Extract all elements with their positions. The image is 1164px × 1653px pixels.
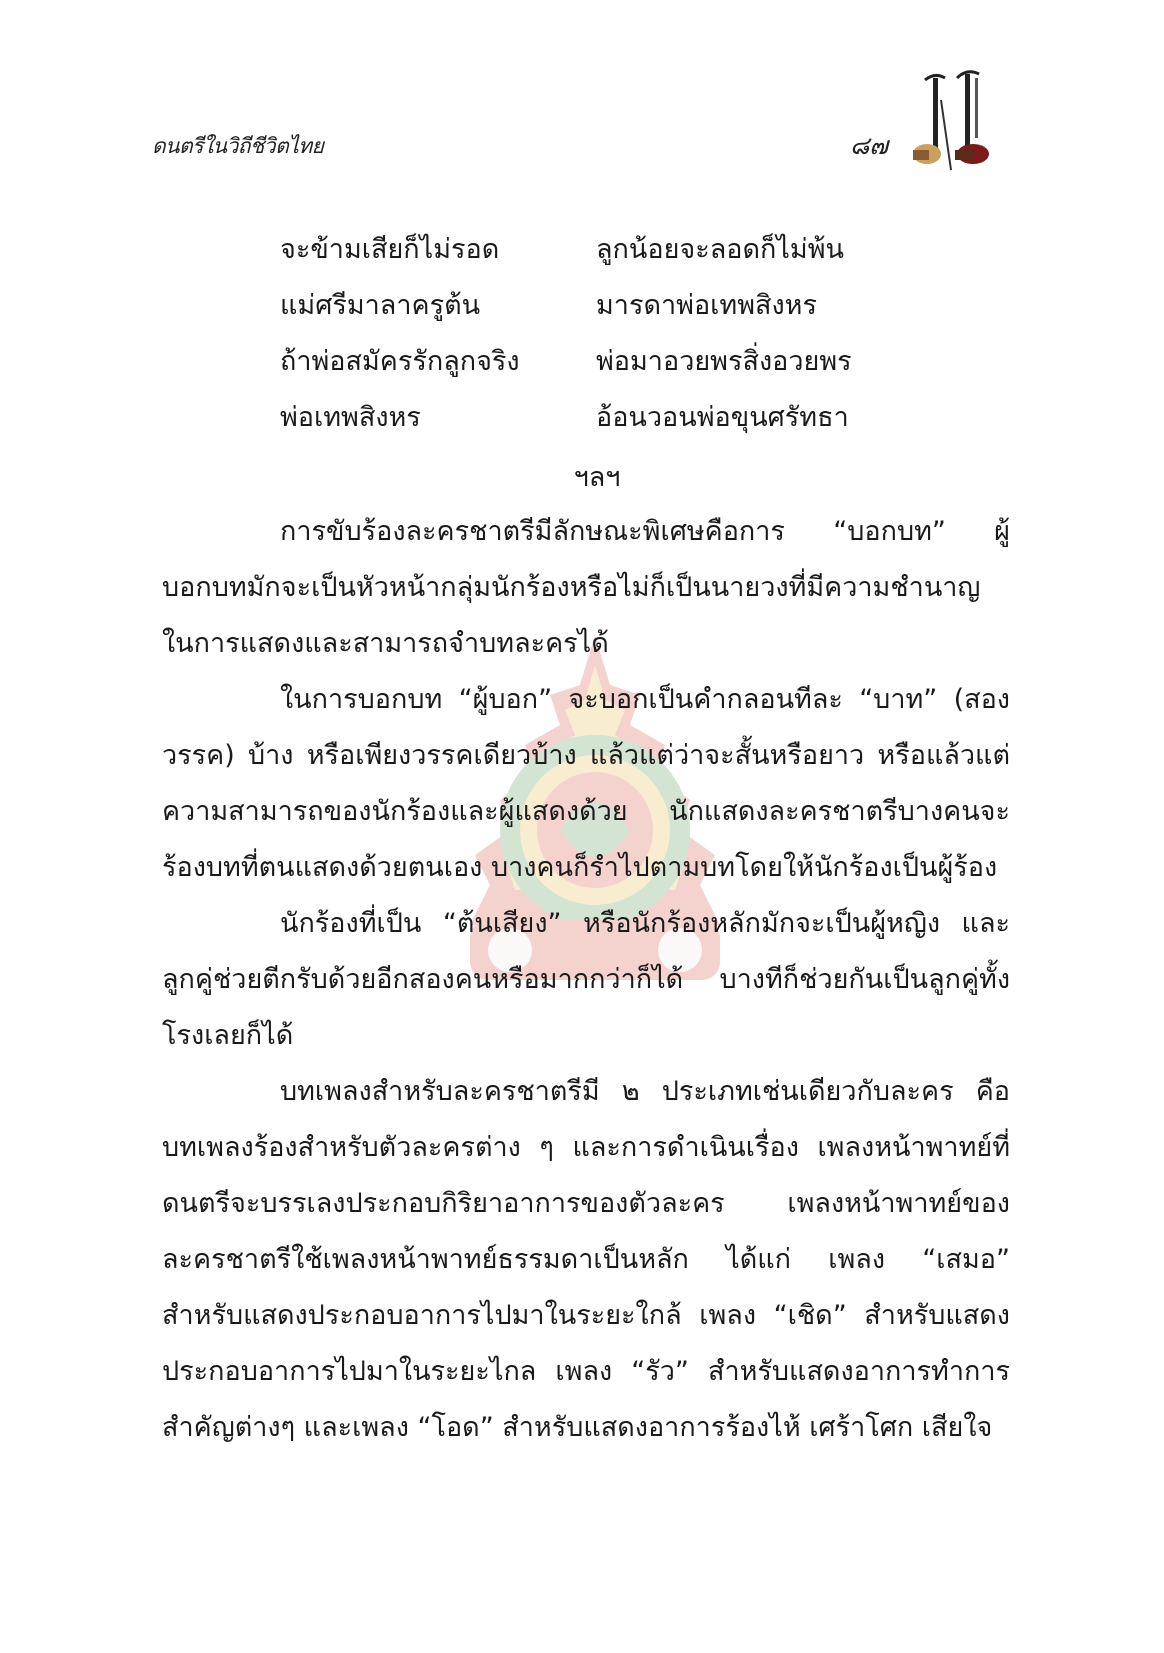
poem-row: [0, 334, 1164, 390]
poem-right-line: มารดาพ่อเทพสิงหร: [596, 290, 817, 321]
running-title: ดนตรีในวิถีชีวิตไทย: [152, 134, 324, 158]
paragraph: ในการบอกบท “ผู้บอก” จะบอกเป็นคำกลอนทีละ “บาท” (สองวรรค) บ้าง หรือเพียงวรรคเดียวบ้าง แล้วแต่ว่าจะสั้นหรือยาว หรือแล้วแต่ความสามารถของนักร้องและผู้แสดงด้วย นักแสดงละครชาตรีบางคนจะร้องบทที่ตนแสดงด้วยตนเอง บางคนก็รำไปตามบทโดยให้นักร้องเป็นผู้ร้อง: [162, 684, 1010, 883]
poem-right-line: อ้อนวอนพ่อขุนศรัทธา: [596, 402, 849, 433]
body-text: [162, 504, 1010, 1456]
poem-left-line: แม่ศรีมาลาครูต้น: [280, 290, 481, 321]
poem-row: [0, 390, 1164, 446]
paragraph: นักร้องที่เป็น “ต้นเสียง” หรือนักร้องหลักมักจะเป็นผู้หญิง และลูกคู่ช่วยตีกรับด้วยอีกสองคนหรือมากกว่าก็ได้ บางทีก็ช่วยกันเป็นลูกคู่ทั้งโรงเลยก็ได้: [162, 908, 1010, 1051]
poem-block: [0, 222, 1164, 446]
poem-right-line: พ่อมาอวยพรสิ่งอวยพร: [596, 346, 852, 377]
poem-row: [0, 222, 1164, 278]
paragraph: การขับร้องละครชาตรีมีลักษณะพิเศษคือการ “บอกบท” ผู้บอกบทมักจะเป็นหัวหน้ากลุ่มนักร้องหรือไม่ก็เป็นนายวงที่มีความชำนาญในการแสดงและสามารถจำบทละครได้: [162, 516, 1010, 659]
poem-right-line: ลูกน้อยจะลอดก็ไม่พ้น: [596, 234, 844, 265]
thai-fiddle-icon: [905, 70, 1015, 180]
poem-row: [0, 278, 1164, 334]
poem-end-mark: ฯลฯ: [573, 462, 621, 493]
page-number: ๘๗: [850, 131, 889, 160]
paragraph: บทเพลงสำหรับละครชาตรีมี ๒ ประเภทเช่นเดียวกับละคร คือบทเพลงร้องสำหรับตัวละครต่าง ๆ และการดำเนินเรื่อง เพลงหน้าพาทย์ที่ดนตรีจะบรรเลงประกอบกิริยาอาการของตัวละคร เพลงหน้าพาทย์ของละครชาตรีใช้เพลงหน้าพาทย์ธรรมดาเป็นหลัก ได้แก่ เพลง “เสมอ” สำหรับแสดงประกอบอาการไปมาในระยะใกล้ เพลง “เชิด” สำหรับแสดงประกอบอาการไปมาในระยะไกล เพลง “รัว” สำหรับแสดงอาการทำการสำคัญต่างๆ และเพลง “โอด” สำหรับแสดงอาการร้องไห้ เศร้าโศก เสียใจ: [162, 1076, 1010, 1443]
poem-left-line: ถ้าพ่อสมัครรักลูกจริง: [280, 346, 520, 377]
poem-left-line: พ่อเทพสิงหร: [280, 402, 421, 433]
poem-left-line: จะข้ามเสียก็ไม่รอด: [280, 234, 500, 265]
